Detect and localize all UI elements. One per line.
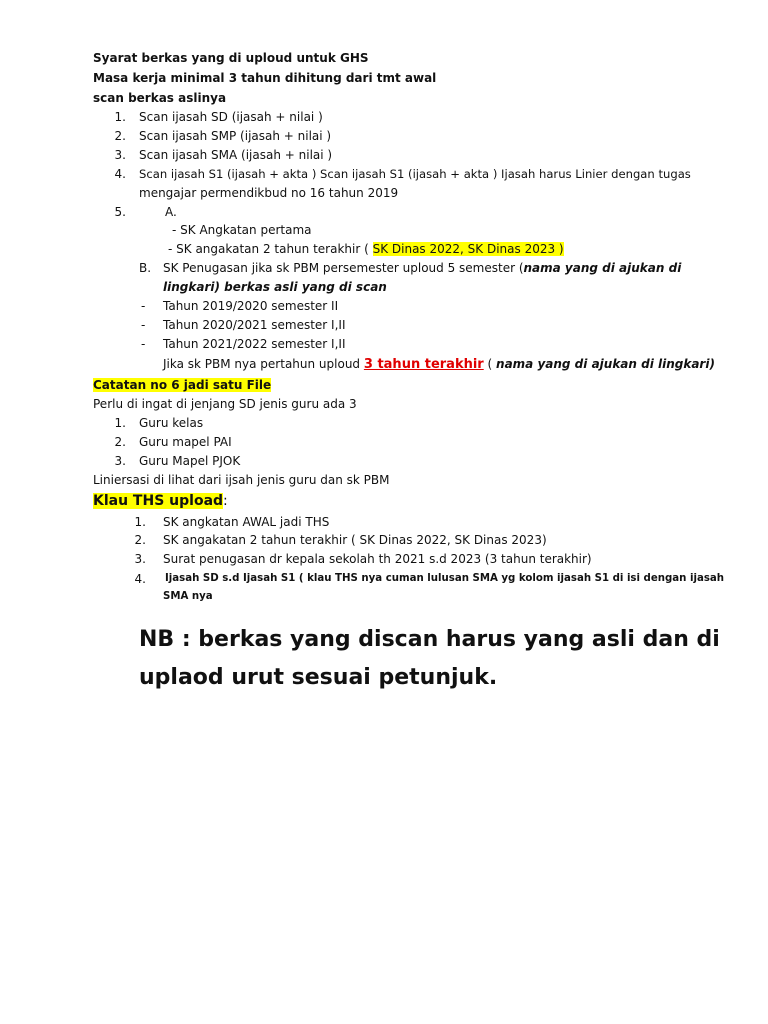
ths-heading — [93, 491, 228, 511]
ths-item-3: Surat penugasan dr kepala sekolah th 2021 s.d 2023 (3 tahun terakhir) — [163, 552, 592, 566]
header-line-2: Masa kerja minimal 3 tahun dihitung dari tmt awal — [93, 71, 437, 85]
pbm-prefix: Jika sk PBM nya pertahun uploud — [163, 357, 364, 371]
year-line-3: Tahun 2021/2022 semester I,II — [163, 337, 346, 351]
dash-3: - — [141, 337, 146, 351]
list2-item-2: Guru mapel PAI — [139, 435, 232, 449]
pbm-line — [163, 356, 715, 373]
nb-line-2: uplaod urut sesuai petunjuk. — [139, 665, 498, 690]
list2-num-1: 1. — [114, 416, 126, 430]
item5-a-sub2-highlight: SK Dinas 2022, SK Dinas 2023 ) — [372, 242, 564, 256]
remember-line: Perlu di ingat di jenjang SD jenis guru ada 3 — [93, 397, 357, 411]
dash-2: - — [141, 318, 146, 332]
list1-item-5-b-line2: lingkari) berkas asli yang di scan — [163, 280, 387, 294]
year-line-1: Tahun 2019/2020 semester II — [163, 299, 339, 313]
header-line-1: Syarat berkas yang di uploud untuk GHS — [93, 51, 369, 65]
nb-line-1: NB : berkas yang discan harus yang asli dan di — [139, 627, 720, 652]
list1-item-2: Scan ijasah SMP (ijasah + nilai ) — [139, 129, 332, 143]
list1-item-5-a-sub2 — [168, 241, 564, 257]
list1-item-5-a-sub1: - SK Angkatan pertama — [172, 223, 312, 237]
ths-heading-colon: : — [223, 493, 228, 509]
list1-item-5-a-label: A. — [165, 205, 177, 219]
ths-item-4-line1: Ijasah SD s.d Ijasah S1 ( klau THS nya cuman lulusan SMA yg kolom ijasah S1 di isi dengan ijasah — [165, 573, 725, 584]
ths-item-2: SK angakatan 2 tahun terakhir ( SK Dinas 2022, SK Dinas 2023) — [163, 533, 547, 547]
pbm-paren: ( — [483, 357, 497, 371]
ths-num-4: 4. — [134, 572, 146, 586]
item5-b-italic1: nama yang di ajukan di — [523, 261, 682, 275]
item5-a-sub2-prefix: - SK angakatan 2 tahun terakhir ( — [168, 242, 373, 256]
list1-item-4-line1: Scan ijasah S1 (ijasah + akta ) Scan ijasah S1 (ijasah + akta ) Ijasah harus Linier dengan tugas — [139, 167, 691, 181]
list1-num-1: 1. — [114, 110, 126, 124]
list1-item-4-line2: mengajar permendikbud no 16 tahun 2019 — [139, 186, 399, 200]
pbm-red-text: 3 tahun terakhir — [363, 357, 484, 372]
header-line-3: scan berkas aslinya — [93, 91, 227, 105]
list2-item-1: Guru kelas — [139, 416, 204, 430]
year-line-2: Tahun 2020/2021 semester I,II — [163, 318, 346, 332]
note-6 — [93, 377, 271, 393]
ths-num-2: 2. — [134, 533, 146, 547]
list1-item-1: Scan ijasah SD (ijasah + nilai ) — [139, 110, 323, 124]
list1-num-5: 5. — [114, 205, 126, 219]
dash-1: - — [141, 299, 146, 313]
linier-line: Liniersasi di lihat dari ijsah jenis guru dan sk PBM — [93, 473, 390, 487]
list1-num-2: 2. — [114, 129, 126, 143]
ths-num-1: 1. — [134, 515, 146, 529]
item5-b-text: SK Penugasan jika sk PBM persemester uploud 5 semester ( — [163, 261, 524, 275]
list2-item-3: Guru Mapel PJOK — [139, 454, 241, 468]
ths-num-3: 3. — [134, 552, 146, 566]
ths-heading-highlight: Klau THS upload — [93, 493, 224, 509]
ths-item-1: SK angkatan AWAL jadi THS — [163, 515, 330, 529]
list1-num-4: 4. — [114, 167, 126, 181]
list1-item-5-b-line1 — [163, 260, 681, 276]
ths-item-4-line2: SMA nya — [163, 591, 213, 602]
list1-item-3: Scan ijasah SMA (ijasah + nilai ) — [139, 148, 333, 162]
list1-item-5-b-label: B. — [139, 261, 152, 275]
list1-num-3: 3. — [114, 148, 126, 162]
list2-num-2: 2. — [114, 435, 126, 449]
note-6-highlight: Catatan no 6 jadi satu File — [93, 378, 272, 392]
pbm-italic: nama yang di ajukan di lingkari) — [496, 357, 715, 371]
list2-num-3: 3. — [114, 454, 126, 468]
